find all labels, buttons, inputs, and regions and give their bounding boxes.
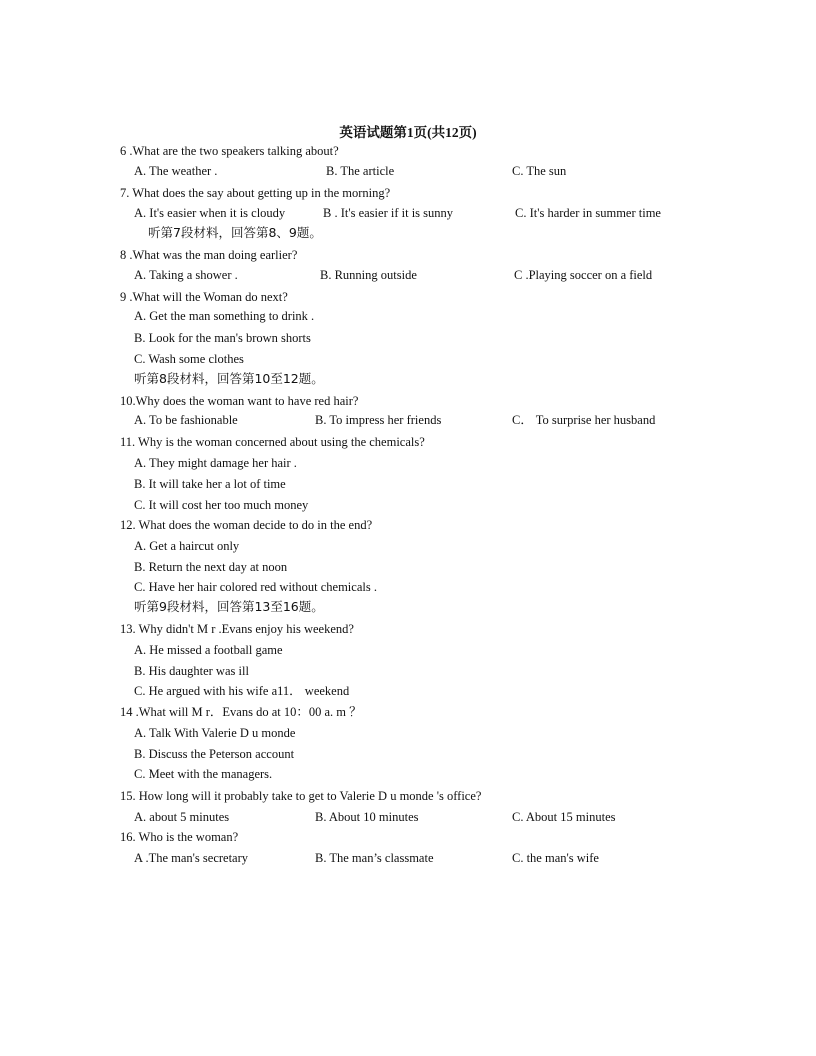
q15-option-c: C. About 15 minutes [512, 810, 616, 824]
q14-option-a: A. Talk With Valerie D u monde [134, 726, 296, 740]
q10-option-c: C． To surprise her husband [512, 413, 656, 427]
q7-option-c: C. It's harder in summer time [515, 206, 661, 220]
q13-option-b: B. His daughter was ill [134, 664, 249, 678]
q12-option-b: B. Return the next day at noon [134, 560, 288, 574]
q9-option-c: C. Wash some clothes [134, 352, 244, 366]
question-12: 12. What does the woman decide to do in the end? [120, 518, 373, 532]
question-7: 7. What does the say about getting up in the morning? [120, 186, 391, 200]
question-16: 16. Who is the woman? [120, 830, 239, 844]
q16-option-c: C. the man's wife [512, 851, 599, 865]
question-6: 6 .What are the two speakers talking about? [120, 144, 339, 158]
q14-option-c: C. Meet with the managers. [134, 767, 273, 781]
q9-option-b: B. Look for the man's brown shorts [134, 331, 311, 345]
q15-option-a: A. about 5 minutes [134, 810, 230, 824]
q11-option-b: B. It will take her a lot of time [134, 477, 286, 491]
question-9: 9 .What will the Woman do next? [120, 290, 288, 304]
q8-option-a: A. Taking a shower . [134, 268, 238, 282]
q13-option-a: A. He missed a football game [134, 643, 283, 657]
q10-option-a: A. To be fashionable [134, 413, 238, 427]
q11-option-a: A. They might damage her hair . [134, 456, 297, 470]
q8-option-b: B. Running outside [320, 268, 417, 282]
q14-option-b: B. Discuss the Peterson account [134, 747, 295, 761]
q7-option-a: A. It's easier when it is cloudy [134, 206, 286, 220]
question-14: 14 .What will M r．Evans do at 10：00 a. m ？ [120, 705, 362, 719]
q13-option-c: C. He argued with his wife a11． weekend [134, 684, 350, 698]
section-note-7: 听第7段材料，回答第8、9题。 [148, 225, 322, 240]
q6-option-b: B. The article [326, 164, 395, 178]
q8-option-c: C .Playing soccer on a field [514, 268, 653, 282]
q12-option-c: C. Have her hair colored red without chemicals . [134, 580, 377, 594]
section-note-9: 听第9段材料，回答第13至16题。 [134, 599, 324, 614]
question-15: 15. How long will it probably take to get to Valerie D u monde 's office? [120, 789, 482, 803]
q16-option-b: B. The man’s classmate [315, 851, 434, 865]
q15-option-b: B. About 10 minutes [315, 810, 419, 824]
question-10: 10.Why does the woman want to have red hair? [120, 394, 359, 408]
question-13: 13. Why didn't M r .Evans enjoy his weekend? [120, 622, 354, 636]
q12-option-a: A. Get a haircut only [134, 539, 240, 553]
q11-option-c: C. It will cost her too much money [134, 498, 309, 512]
question-11: 11. Why is the woman concerned about using the chemicals? [120, 435, 425, 449]
q16-option-a: A .The man's secretary [134, 851, 249, 865]
q6-option-c: C. The sun [512, 164, 567, 178]
q6-option-a: A. The weather . [134, 164, 218, 178]
question-8: 8 .What was the man doing earlier? [120, 248, 298, 262]
q9-option-a: A. Get the man something to drink . [134, 309, 315, 323]
page-title: 英语试题第1页(共12页) [339, 125, 477, 140]
section-note-8: 听第8段材料，回答第10至12题。 [134, 371, 324, 386]
q7-option-b: B . It's easier if it is sunny [323, 206, 454, 220]
q10-option-b: B. To impress her friends [315, 413, 442, 427]
